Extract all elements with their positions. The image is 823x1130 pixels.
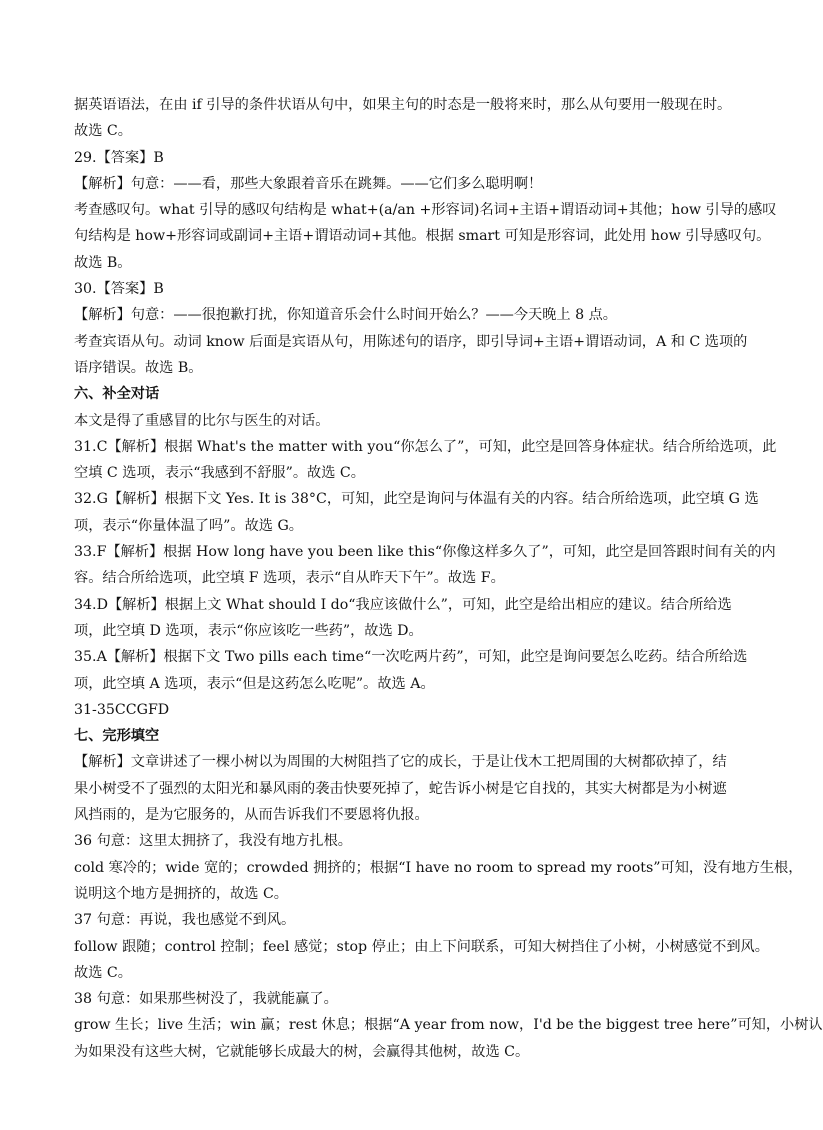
text-line: 33.F【解析】根据 How long have you been like this“你像这样多久了”，可知，此空是回答跟时间有关的内 — [74, 544, 776, 561]
text-line: 35.A【解析】根据下文 Two pills each time“一次吃两片药”，可知，此空是询问要怎么吃药。结合所给选 — [74, 649, 748, 666]
text-line: 故选 C。 — [74, 964, 132, 981]
document-body — [74, 92, 823, 1065]
text-line: 考查宾语从句。动词 know 后面是宾语从句，用陈述句的语序，即引导词+主语+谓语动词，A 和 C 选项的 — [74, 333, 748, 350]
text-line: 项，表示“你量体温了吗”。故选 G。 — [74, 517, 303, 534]
text-line: 32.G【解析】根据下文 Yes. It is 38°C，可知，此空是询问与体温有关的内容。结合所给选项，此空填 G 选 — [74, 491, 759, 508]
text-line: 说明这个地方是拥挤的，故选 C。 — [74, 885, 288, 902]
text-line: 【解析】句意：——看，那些大象跟着音乐在跳舞。——它们多么聪明啊！ — [74, 175, 543, 192]
text-line: 【解析】句意：——很抱歉打扰，你知道音乐会什么时间开始么？——今天晚上 8 点。 — [74, 307, 617, 324]
text-line: 31.C【解析】根据 What's the matter with you“你怎么了”，可知，此空是回答身体症状。结合所给选项，此 — [74, 438, 777, 455]
text-line: 34.D【解析】根据上文 What should I do“我应该做什么”，可知，此空是给出相应的建议。结合所给选 — [74, 596, 732, 613]
text-line: 37 句意：再说，我也感觉不到风。 — [74, 912, 296, 929]
text-line: 据英语语法，在由 if 引导的条件状语从句中，如果主句的时态是一般将来时，那么从句要用一般现在时。 — [74, 97, 732, 113]
text-line: 30.【答案】B — [74, 281, 164, 298]
text-line: cold 寒冷的；wide 宽的；crowded 拥挤的；根据“I have no room to spread my roots”可知，没有地方生根， — [74, 859, 803, 876]
text-line: 故选 B。 — [74, 254, 132, 271]
text-line: 本文是得了重感冒的比尔与医生的对话。 — [74, 412, 330, 429]
text-line: 36 句意：这里太拥挤了，我没有地方扎根。 — [74, 833, 352, 850]
text-line: 果小树受不了强烈的太阳光和暴风雨的袭击快要死掉了，蛇告诉小树是它自找的，其实大树都是为小树遮 — [74, 780, 727, 797]
text-line: 故选 C。 — [74, 123, 132, 140]
text-line: 考查感叹句。what 引导的感叹句结构是 what+(a/an +形容词)名词+主语+谓语动词+其他；how 引导的感叹 — [74, 202, 777, 219]
text-line: 31-35CCGFD — [74, 701, 170, 718]
text-line: 空填 C 选项，表示“我感到不舒服”。故选 C。 — [74, 465, 365, 482]
text-line: grow 生长；live 生活；win 赢；rest 休息；根据“A year from now，I'd be the biggest tree here”可知，小树认 — [74, 1017, 823, 1034]
text-line: 为如果没有这些大树，它就能够长成最大的树，会赢得其他树，故选 C。 — [74, 1043, 530, 1060]
section-heading: 六、补全对话 — [74, 386, 160, 403]
text-line: 句结构是 how+形容词或副词+主语+谓语动词+其他。根据 smart 可知是形容词，此处用 how 引导感叹句。 — [74, 228, 771, 245]
text-line: follow 跟随；control 控制；feel 感觉；stop 停止；由上下问联系，可知大树挡住了小树，小树感觉不到风。 — [74, 938, 769, 955]
text-line: 项，此空填 A 选项，表示“但是这药怎么吃呢”。故选 A。 — [74, 675, 435, 692]
text-line: 29.【答案】B — [74, 149, 164, 166]
section-heading: 七、完形填空 — [74, 728, 160, 745]
text-line: 容。结合所给选项，此空填 F 选项，表示“自从昨天下午”。故选 F。 — [74, 570, 505, 587]
text-line: 风挡雨的，是为它服务的，从而告诉我们不要恩将仇报。 — [74, 807, 429, 824]
text-line: 语序错误。故选 B。 — [74, 359, 203, 376]
text-line: 项，此空填 D 选项，表示“你应该吃一些药”，故选 D。 — [74, 622, 423, 639]
text-line: 【解析】文章讲述了一棵小树以为周围的大树阻挡了它的成长，于是让伐木工把周围的大树都砍掉了，结 — [74, 754, 727, 771]
text-line: 38 句意：如果那些树没了，我就能赢了。 — [74, 991, 338, 1008]
